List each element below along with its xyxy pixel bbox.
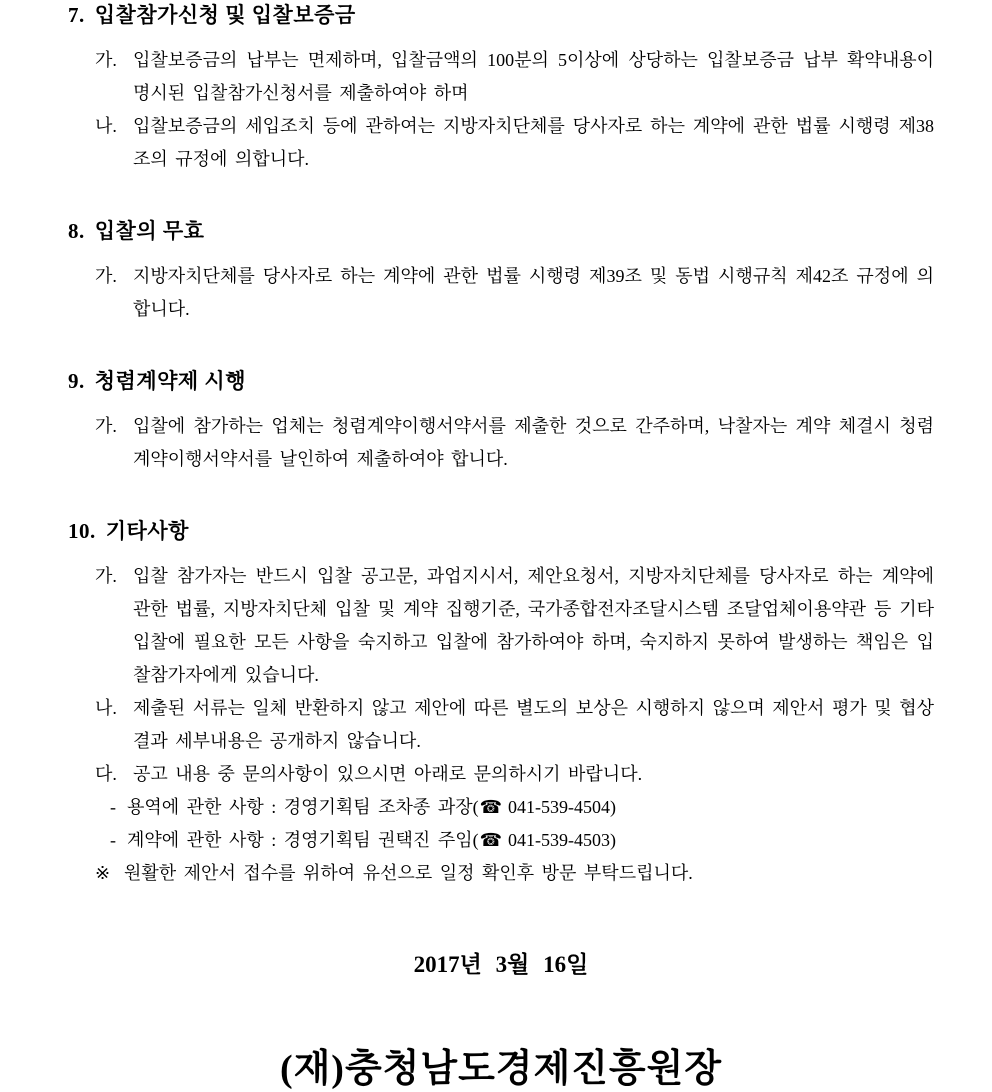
- phone-icon: ☎: [479, 830, 503, 850]
- contact-close-paren: ): [610, 830, 617, 850]
- section-title-text: 청렴계약제 시행: [94, 369, 247, 393]
- item-marker: 나.: [95, 698, 117, 718]
- section-8-title: [68, 218, 934, 245]
- item-marker: 가.: [95, 266, 117, 286]
- item-text: 입찰에 참가하는 업체는 청렴계약이행서약서를 제출한 것으로 간주하며, 낙찰자는 계약 체결시 청렴계약이행서약서를 날인하여 제출하여야 합니다.: [133, 416, 934, 469]
- phone-icon: ☎: [479, 797, 503, 817]
- section-7: [68, 2, 934, 176]
- section-title-text: 입찰참가신청 및 입찰보증금: [94, 3, 356, 27]
- list-item: [68, 260, 934, 326]
- item-text: 입찰 참가자는 반드시 입찰 공고문, 과업지시서, 제안요청서, 지방자치단체를 당사자로 하는 계약에 관한 법률, 지방자치단체 입찰 및 계약 집행기준, 국가종합전자조달시스템 조달업체이용약관 등 기타 입찰에 필요한 모든 사항을 숙지하고 입찰에 참가하여야 하며, 숙지하지 못하여 발생하는 책임은 입찰참가자에게 있습니다.: [133, 566, 934, 685]
- document-date: 2017년 3월 16일: [413, 952, 589, 977]
- section-7-title: [68, 2, 934, 29]
- contact-text: [127, 824, 934, 857]
- section-9-title: [68, 368, 934, 395]
- signature: (재)충청남도경제진흥원장: [279, 1048, 723, 1090]
- item-text: 공고 내용 중 문의사항이 있으시면 아래로 문의하시기 바랍니다.: [133, 764, 643, 784]
- section-10: [68, 518, 934, 890]
- phone-number: 041-539-4504: [508, 797, 611, 817]
- list-item: [68, 410, 934, 476]
- note-text: 원활한 제안서 접수를 위하여 유선으로 일정 확인후 방문 부탁드립니다.: [124, 863, 693, 883]
- item-text: 입찰보증금의 납부는 면제하며, 입찰금액의 100분의 5이상에 상당하는 입찰보증금 납부 확약내용이 명시된 입찰참가신청서를 제출하여야 하며: [133, 50, 934, 103]
- item-marker: 다.: [95, 764, 117, 784]
- dash-marker: -: [110, 797, 116, 817]
- item-text: 지방자치단체를 당사자로 하는 계약에 관한 법률 시행령 제39조 및 동법 시행규칙 제42조 규정에 의합니다.: [133, 266, 934, 319]
- section-number: 10.: [68, 519, 96, 543]
- section-title-text: 기타사항: [105, 519, 189, 543]
- list-item: [68, 560, 934, 692]
- item-text: 제출된 서류는 일체 반환하지 않고 제안에 따른 별도의 보상은 시행하지 않으며 제안서 평가 및 협상결과 세부내용은 공개하지 않습니다.: [133, 698, 934, 751]
- note-line: [68, 857, 934, 890]
- section-number: 8.: [68, 219, 85, 243]
- section-number: 9.: [68, 369, 85, 393]
- contact-close-paren: ): [610, 797, 617, 817]
- reference-mark-icon: ※: [95, 863, 111, 883]
- contact-label: 계약에 관한 사항 : 경영기획팀 권택진 주임(: [127, 830, 479, 850]
- item-text: 입찰보증금의 세입조치 등에 관하여는 지방자치단체를 당사자로 하는 계약에 관한 법률 시행령 제38조의 규정에 의합니다.: [133, 116, 934, 169]
- item-marker: 나.: [95, 116, 117, 136]
- contact-label: 용역에 관한 사항 : 경영기획팀 조차종 과장(: [127, 797, 479, 817]
- item-marker: 가.: [95, 416, 117, 436]
- list-item: [68, 692, 934, 758]
- contact-line-contract: [68, 824, 934, 857]
- contact-text: [127, 791, 934, 824]
- section-number: 7.: [68, 3, 85, 27]
- section-9: [68, 368, 934, 476]
- list-item: [68, 758, 934, 791]
- phone-number: 041-539-4503: [508, 830, 611, 850]
- list-item: [68, 110, 934, 176]
- section-8: [68, 218, 934, 326]
- item-marker: 가.: [95, 50, 117, 70]
- dash-marker: -: [110, 830, 116, 850]
- list-item: [68, 44, 934, 110]
- section-10-title: [68, 518, 934, 545]
- item-marker: 가.: [95, 566, 117, 586]
- contact-line-service: [68, 791, 934, 824]
- section-title-text: 입찰의 무효: [94, 219, 205, 243]
